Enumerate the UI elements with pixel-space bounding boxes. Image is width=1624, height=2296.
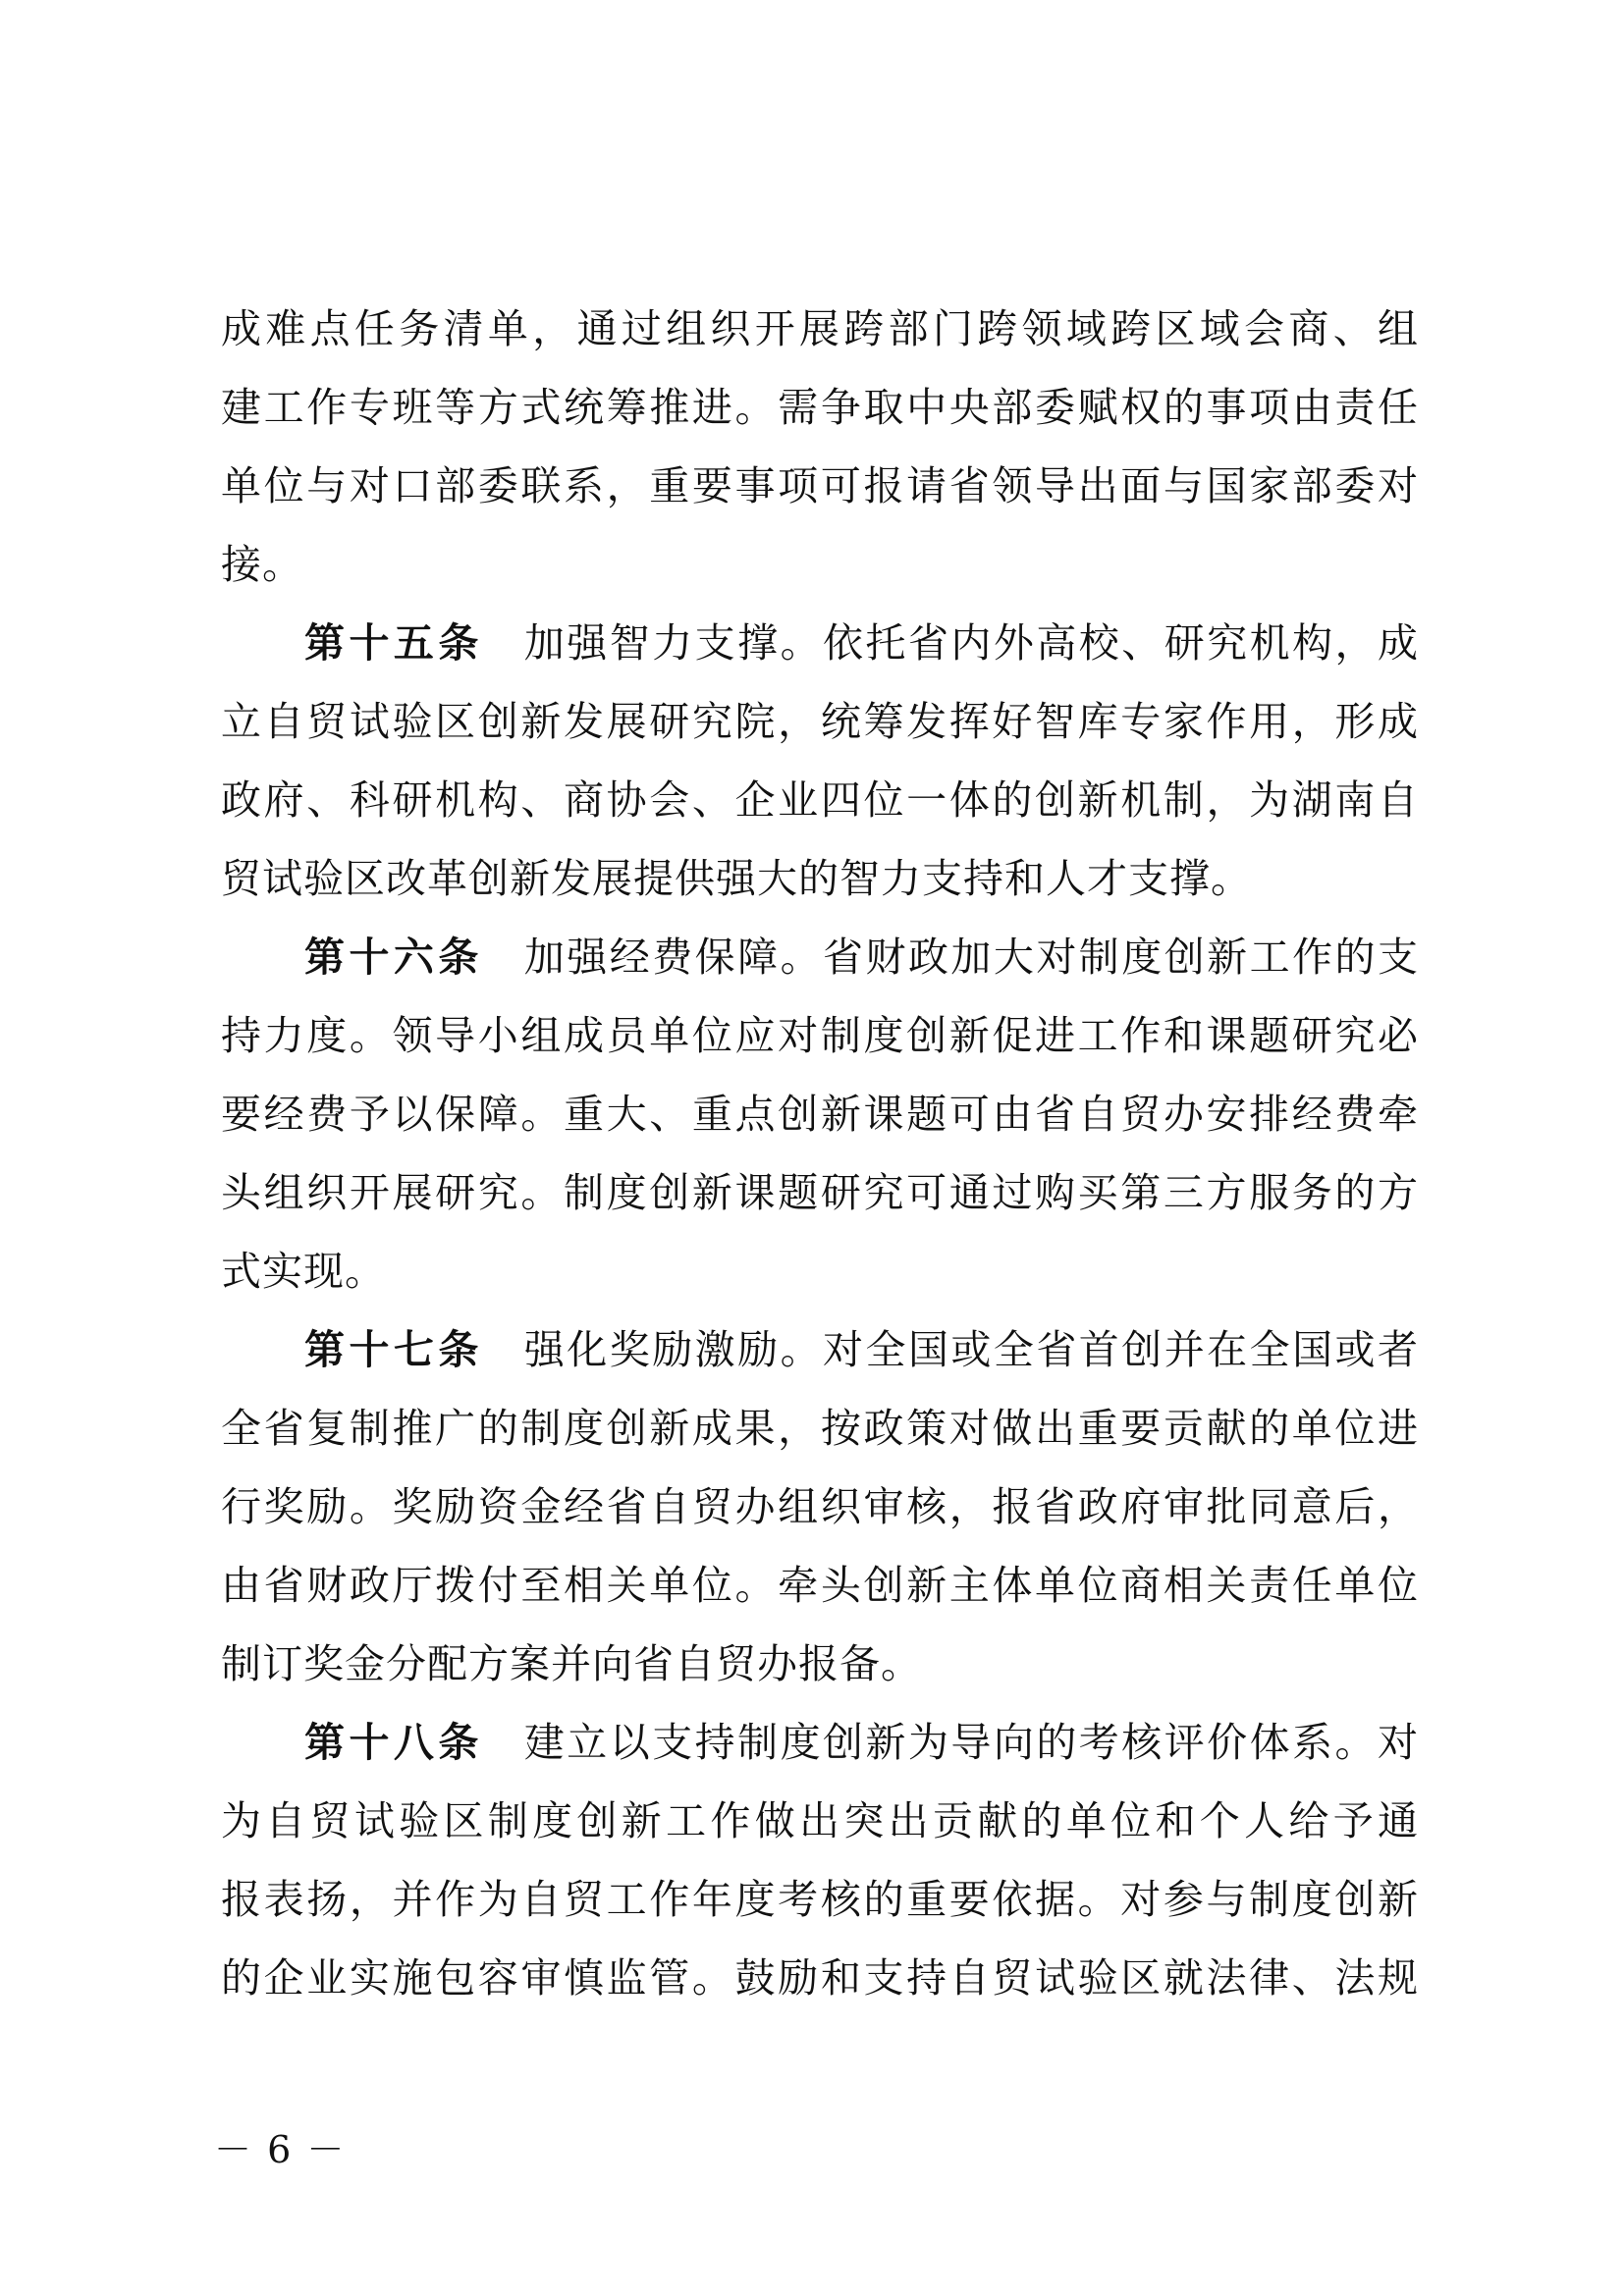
article-lead-text: 强化奖励激励。对全国或全省首创并在全国或者 — [523, 1326, 1420, 1373]
body-text-line: 政府、科研机构、商协会、企业四位一体的创新机制，为湖南自 — [221, 776, 1419, 824]
body-text-line: 由省财政厅拨付至相关单位。牵头创新主体单位商相关责任单位 — [221, 1562, 1419, 1609]
article-number: 第十七条 — [304, 1326, 483, 1373]
body-text-line: 制订奖金分配方案并向省自贸办报备。 — [221, 1640, 922, 1687]
article-first-line — [304, 1310, 1419, 1389]
body-text-line: 贸试验区改革创新发展提供强大的智力支持和人才支撑。 — [221, 855, 1252, 902]
body-text-line: 的企业实施包容审慎监管。鼓励和支持自贸试验区就法律、法规 — [221, 1954, 1419, 2002]
body-text-line: 持力度。领导小组成员单位应对制度创新促进工作和课题研究必 — [221, 1012, 1419, 1059]
page-number: － 6 － — [214, 2128, 347, 2171]
body-text-line: 接。 — [221, 541, 303, 588]
body-text-line: 为自贸试验区制度创新工作做出突出贡献的单位和个人给予通 — [221, 1797, 1419, 1844]
body-text-line: 头组织开展研究。制度创新课题研究可通过购买第三方服务的方 — [221, 1169, 1419, 1216]
article-number: 第十五条 — [304, 619, 483, 667]
body-text-line: 全省复制推广的制度创新成果，按政策对做出重要贡献的单位进 — [221, 1405, 1419, 1452]
article-lead-text: 加强经费保障。省财政加大对制度创新工作的支 — [523, 934, 1420, 981]
article-number: 第十六条 — [304, 934, 483, 981]
body-text-line: 式实现。 — [221, 1248, 386, 1295]
body-text-line: 行奖励。奖励资金经省自贸办组织审核，报省政府审批同意后， — [221, 1483, 1419, 1530]
body-text-line: 报表扬，并作为自贸工作年度考核的重要依据。对参与制度创新 — [221, 1876, 1419, 1923]
body-text-line: 建工作专班等方式统筹推进。需争取中央部委赋权的事项由责任 — [221, 384, 1419, 431]
article-number: 第十八条 — [304, 1719, 483, 1766]
article-first-line — [304, 918, 1419, 996]
body-text-line: 单位与对口部委联系，重要事项可报请省领导出面与国家部委对 — [221, 462, 1419, 509]
article-first-line — [304, 1703, 1419, 1782]
body-text-line: 成难点任务清单，通过组织开展跨部门跨领域跨区域会商、组 — [221, 305, 1419, 352]
article-lead-text: 建立以支持制度创新为导向的考核评价体系。对 — [523, 1719, 1420, 1766]
body-text-line: 要经费予以保障。重大、重点创新课题可由省自贸办安排经费牵 — [221, 1091, 1419, 1138]
article-first-line — [304, 604, 1419, 682]
article-lead-text: 加强智力支撑。依托省内外高校、研究机构，成 — [523, 619, 1420, 667]
body-text-line: 立自贸试验区创新发展研究院，统筹发挥好智库专家作用，形成 — [221, 698, 1419, 745]
